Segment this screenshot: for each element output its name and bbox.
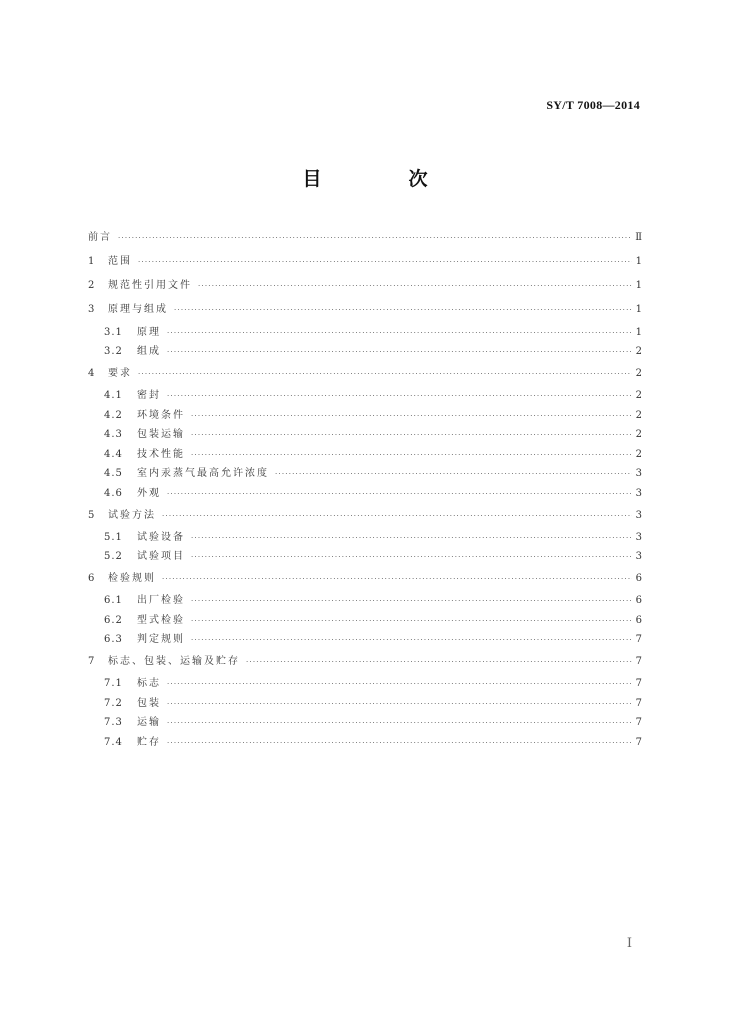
toc-entry[interactable]	[88, 386, 642, 406]
toc-leader-dots	[198, 274, 632, 298]
toc-entry-label: 标志、包装、运输及贮存	[108, 655, 240, 667]
toc-entry-label: 贮存	[137, 736, 161, 748]
toc-leader-dots	[138, 362, 632, 386]
toc-entry-number: 4.4	[104, 448, 123, 460]
toc-entry-label: 判定规则	[137, 634, 185, 646]
toc-leader-dots	[167, 485, 632, 505]
toc-entry-page: 7	[635, 678, 642, 690]
toc-entry[interactable]	[88, 274, 642, 298]
toc-entry-label: 室内汞蒸气最高允许浓度	[137, 468, 269, 480]
toc-leader-dots	[174, 298, 632, 322]
toc-entry[interactable]	[88, 630, 642, 650]
toc-entry-label: 环境条件	[137, 409, 185, 421]
standard-code: SY/T 7008—2014	[546, 98, 640, 112]
toc-entry-number: 4.6	[104, 487, 123, 499]
toc-entry-page: 6	[635, 572, 642, 584]
toc-entry-number: 4.2	[104, 409, 123, 421]
toc-entry-page: 6	[635, 614, 642, 626]
toc-entry-page: 2	[635, 429, 642, 441]
toc-entry[interactable]	[88, 547, 642, 567]
toc-entry-number: 6.1	[104, 595, 123, 607]
toc-entry-label: 试验方法	[108, 509, 156, 521]
toc-leader-dots	[167, 387, 632, 407]
toc-entry-page: 6	[635, 595, 642, 607]
toc-entry-label: 原理与组成	[108, 304, 168, 316]
toc-entry-label: 外观	[137, 487, 161, 499]
toc-entry-number: 1	[88, 256, 96, 267]
toc-entry-page: Ⅱ	[635, 232, 642, 243]
toc-entry-number: 7.4	[104, 736, 123, 748]
toc-entry[interactable]	[88, 674, 642, 694]
toc-leader-dots	[118, 226, 631, 250]
toc-entry[interactable]	[88, 342, 642, 362]
toc-entry-label: 包装运输	[137, 429, 185, 441]
toc-entry-number: 3.2	[104, 346, 123, 358]
toc-entry-number: 4.1	[104, 389, 123, 401]
page-number: Ⅰ	[626, 936, 632, 951]
toc-entry[interactable]	[88, 464, 642, 484]
toc-leader-dots	[167, 343, 632, 363]
toc-entry-page: 3	[635, 551, 642, 563]
toc-leader-dots	[246, 650, 632, 674]
toc-leader-dots	[191, 407, 632, 427]
toc-entry[interactable]	[88, 733, 642, 753]
toc-leader-dots	[275, 465, 632, 485]
toc-entry-page: 3	[635, 468, 642, 480]
toc-entry-page: 1	[635, 326, 642, 338]
toc-leader-dots	[191, 592, 632, 612]
toc-leader-dots	[162, 567, 632, 591]
toc-entry-number: 4.5	[104, 468, 123, 480]
toc-leader-dots	[167, 734, 632, 754]
toc-entry-number: 2	[88, 280, 96, 292]
toc-entry-label: 原理	[137, 326, 161, 338]
toc-entry[interactable]	[88, 250, 642, 274]
toc-entry-number: 4.3	[104, 429, 123, 441]
toc-entry-page: 2	[635, 346, 642, 358]
toc-leader-dots	[191, 612, 632, 632]
toc-entry-page: 7	[635, 655, 642, 667]
toc-entry[interactable]	[88, 567, 642, 591]
toc-entry-page: 2	[635, 409, 642, 421]
toc-entry-label: 出厂检验	[137, 595, 185, 607]
toc-entry-number: 5.1	[104, 531, 123, 543]
toc-entry-label: 包装	[137, 697, 161, 709]
toc-leader-dots	[167, 695, 632, 715]
toc-entry[interactable]	[88, 694, 642, 714]
toc-entry-number: 5	[88, 509, 96, 521]
toc-entry-number: 7	[88, 655, 96, 667]
toc-entry-number: 6.3	[104, 634, 123, 646]
toc-entry[interactable]	[88, 226, 642, 250]
toc-entry[interactable]	[88, 298, 642, 322]
toc-entry[interactable]	[88, 406, 642, 426]
toc-leader-dots	[167, 714, 632, 734]
toc-entry-label: 密封	[137, 389, 161, 401]
toc-entry-label: 规范性引用文件	[108, 280, 192, 292]
toc-entry-page: 7	[635, 697, 642, 709]
toc-entry[interactable]	[88, 611, 642, 631]
toc-entry-number: 6	[88, 572, 96, 584]
toc-entry-page: 3	[635, 487, 642, 499]
toc-leader-dots	[191, 631, 632, 651]
toc-entry[interactable]	[88, 591, 642, 611]
toc-entry-number: 4	[88, 367, 96, 379]
toc-entry-page: 2	[635, 367, 642, 379]
toc-entry-label: 试验设备	[137, 531, 185, 543]
toc-entry-label: 前言	[88, 232, 112, 243]
toc-entry[interactable]	[88, 650, 642, 674]
toc-entry[interactable]	[88, 323, 642, 343]
toc-entry-label: 组成	[137, 346, 161, 358]
toc-leader-dots	[191, 548, 632, 568]
toc-entry-page: 1	[635, 304, 642, 316]
toc-entry-page: 2	[635, 448, 642, 460]
toc-entry[interactable]	[88, 504, 642, 528]
toc-entry-number: 7.1	[104, 678, 123, 690]
toc-entry-page: 7	[635, 717, 642, 729]
toc-entry-page: 7	[635, 736, 642, 748]
toc-entry-label: 运输	[137, 717, 161, 729]
toc-entry-page: 3	[635, 509, 642, 521]
toc-leader-dots	[191, 529, 632, 549]
toc-entry[interactable]	[88, 484, 642, 504]
toc-entry-number: 3.1	[104, 326, 123, 338]
toc-entry-label: 范围	[108, 256, 132, 267]
toc-entry-number: 6.2	[104, 614, 123, 626]
toc-leader-dots	[167, 675, 632, 695]
toc-entry[interactable]	[88, 425, 642, 445]
toc-entry-number: 7.2	[104, 697, 123, 709]
table-of-contents	[88, 226, 642, 752]
toc-leader-dots	[191, 446, 632, 466]
toc-entry[interactable]	[88, 445, 642, 465]
toc-entry-page: 1	[635, 256, 642, 267]
toc-entry-number: 7.3	[104, 717, 123, 729]
toc-entry-number: 5.2	[104, 551, 123, 563]
toc-entry-page: 7	[635, 634, 642, 646]
toc-entry[interactable]	[88, 528, 642, 548]
toc-entry-label: 检验规则	[108, 572, 156, 584]
toc-entry[interactable]	[88, 362, 642, 386]
toc-entry-page: 1	[635, 280, 642, 292]
toc-title: 目 次	[302, 168, 462, 190]
toc-leader-dots	[138, 250, 632, 274]
toc-entry-label: 型式检验	[137, 614, 185, 626]
toc-leader-dots	[162, 504, 632, 528]
toc-leader-dots	[167, 324, 632, 344]
toc-entry-label: 标志	[137, 678, 161, 690]
toc-leader-dots	[191, 426, 632, 446]
toc-entry-label: 要求	[108, 367, 132, 379]
toc-entry-label: 技术性能	[137, 448, 185, 460]
toc-entry-label: 试验项目	[137, 551, 185, 563]
toc-entry-page: 3	[635, 531, 642, 543]
toc-entry[interactable]	[88, 713, 642, 733]
toc-entry-page: 2	[635, 389, 642, 401]
toc-entry-number: 3	[88, 304, 96, 316]
